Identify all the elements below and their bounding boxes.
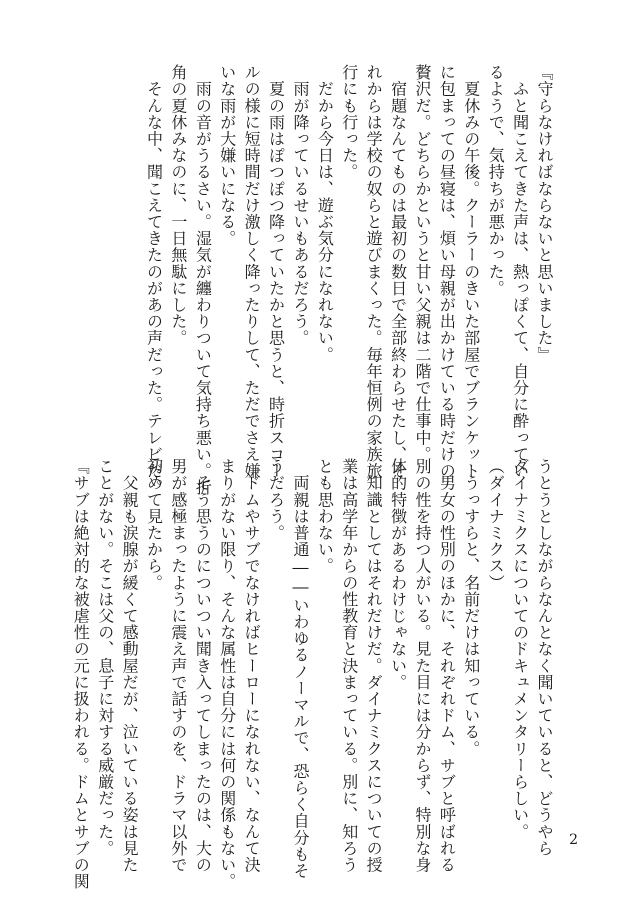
text-line: るようで、気持ちが悪かった。 bbox=[486, 64, 506, 297]
text-line: 業は高学年からの性教育と決まっている。別に、知ろう bbox=[339, 458, 359, 873]
text-line: ふと聞こえてきた声は、熱っぽくて、自分に酔ってい bbox=[510, 64, 530, 479]
text-line: ことがない。そこは父の、息子に対する威厳だった。 bbox=[95, 458, 115, 857]
text-line: 行にも行った。 bbox=[339, 64, 359, 181]
text-line: 父親も涙腺が緩くて感動屋だが、泣いている姿は見た bbox=[120, 458, 140, 873]
text-line: れからは学校の奴らと遊びまくった。毎年恒例の家族旅 bbox=[364, 64, 384, 479]
text-line: 『サブは絶対的な被虐性の元に扱われる。ドムとサブの関 bbox=[71, 458, 91, 890]
text-line: 夏の雨はぽつぽつ降っていたかと思うと、時折スコー bbox=[266, 64, 286, 479]
text-line: 男女の性別のほかに、それぞれドム、サブと呼ばれる bbox=[437, 458, 457, 873]
text-line: うとうとしながらなんとなく聞いていると、どうやら bbox=[535, 458, 554, 857]
text-line: 男が感極まったように震え声で話すのを、ドラマ以外で bbox=[168, 458, 188, 873]
text-line: とも思わない。 bbox=[315, 458, 335, 575]
text-line: 両親は普通――いわゆるノーマルで、恐らく自分もそ bbox=[290, 458, 310, 879]
text-line: 初めて見たから。 bbox=[144, 458, 164, 591]
text-line: 別の性を持つ人がいる。見た目には分からず、特別な身 bbox=[412, 458, 432, 873]
text-line: 角の夏休みなのに、一日無駄にした。 bbox=[168, 64, 188, 347]
text-line: まりがない限り、そんな属性は自分には何の関係もない。 bbox=[217, 458, 237, 890]
text-line: 体的特徴があるわけじゃない。 bbox=[388, 458, 408, 691]
text-line: うだろう。 bbox=[266, 458, 286, 541]
text-block-top bbox=[141, 64, 556, 496]
text-line: 知識としてはそれだけだ。ダイナミクスについての授 bbox=[364, 458, 384, 873]
page-number: 2 bbox=[569, 832, 578, 848]
text-line: うっすらと、名前だけは知っている。 bbox=[461, 458, 481, 757]
text-line: そんな中、聞こえてきたのがあの声だった。テレビだ。 bbox=[144, 64, 164, 496]
text-line: ドムやサブでなければヒーローになれない、なんて決 bbox=[242, 458, 262, 873]
text-line: 『守らなければならないと思いました』 bbox=[535, 64, 554, 363]
text-line: 雨が降っているせいもあるだろう。 bbox=[290, 64, 310, 347]
text-line: ルの様に短時間だけ激しく降ったりして、ただでさえ嫌 bbox=[242, 64, 262, 479]
text-line: そう思うのについつい聞き入ってしまったのは、大の bbox=[193, 458, 213, 873]
text-line: 贅沢だ。どちらかというと甘い父親は二階で仕事中。 bbox=[412, 64, 432, 463]
text-line: に包まっての昼寝は、煩い母親が出かけている時だけの bbox=[437, 64, 457, 479]
text-line: 宿題なんてものは最初の数日で全部終わらせたし、そ bbox=[388, 64, 408, 479]
text-line: （ダイナミクス） bbox=[486, 458, 506, 591]
text-line: 夏休みの午後。クーラーのきいた部屋でブランケット bbox=[461, 64, 481, 479]
text-line: 雨の音がうるさい。湿気が纏わりついて気持ち悪い。折 bbox=[193, 64, 213, 496]
text-line: だから今日は、遊ぶ気分になれない。 bbox=[315, 64, 335, 363]
text-line: ダイナミクスについてのドキュメンタリーらしい。 bbox=[510, 458, 530, 840]
text-block-bottom bbox=[68, 458, 556, 890]
text-line: いな雨が大嫌いになる。 bbox=[217, 64, 237, 247]
